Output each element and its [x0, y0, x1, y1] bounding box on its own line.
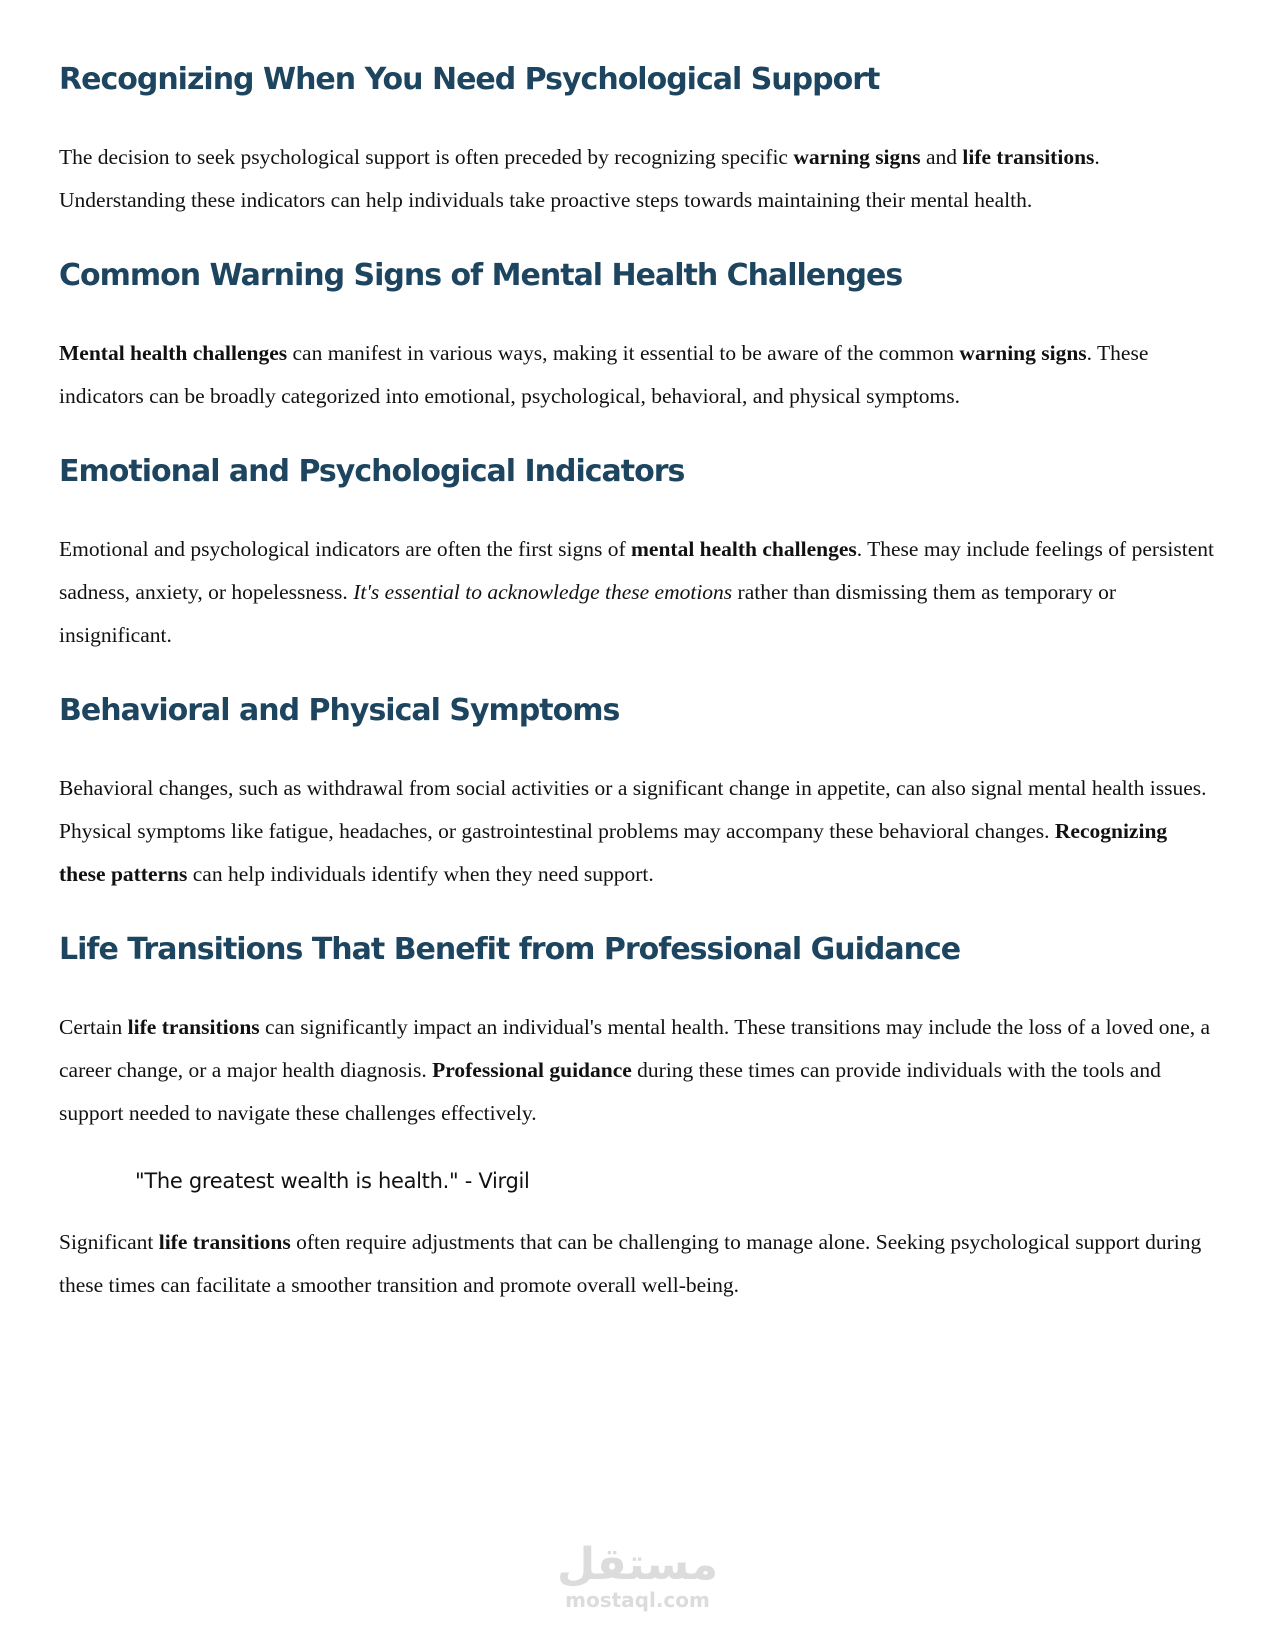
text-run: Emotional and psychological indicators are often the first signs of — [59, 537, 631, 561]
text-run: can help individuals identify when they need support. — [187, 862, 654, 886]
text-run: Certain — [59, 1015, 128, 1039]
section-paragraph — [59, 528, 1219, 657]
italic-phrase: It's essential to acknowledge these emotions — [353, 580, 733, 604]
text-run: rather than dismissing them as temporary or insignificant. — [59, 580, 1117, 647]
watermark-arabic-logo: مستقل — [557, 1539, 718, 1590]
text-run: Behavioral changes, such as withdrawal from social activities or a significant change in appetite, can also signal mental health issues. Physical symptoms like fatigue, headaches, or gastrointestinal problems may accompany these behavioral changes. — [59, 776, 1207, 843]
closing-paragraph — [59, 1221, 1219, 1307]
text-run: can significantly impact an individual's mental health. These transitions may include the loss of a loved one, a career change, or a major health diagnosis. — [59, 1015, 1211, 1082]
section-paragraph — [59, 767, 1219, 896]
section-life-transitions — [59, 922, 1219, 1307]
section-paragraph — [59, 332, 1219, 418]
bold-term: Mental health challenges — [59, 341, 288, 365]
document-body — [59, 52, 1219, 1333]
text-run: can manifest in various ways, making it essential to be aware of the common — [287, 341, 960, 365]
text-run: . These indicators can be broadly categorized into emotional, psychological, behavioral, and physical symptoms. — [59, 341, 1149, 408]
bold-term: life transitions — [158, 1230, 291, 1254]
section-recognizing-support — [59, 52, 1219, 222]
bold-term: life transitions — [127, 1015, 260, 1039]
mostaql-watermark — [0, 1540, 1275, 1612]
text-run: The decision to seek psychological support is often preceded by recognizing specific — [59, 145, 794, 169]
section-behavioral-symptoms — [59, 683, 1219, 896]
text-run: during these times can provide individuals with the tools and support needed to navigate these challenges effectively. — [59, 1058, 1161, 1125]
bold-term: warning signs — [959, 341, 1087, 365]
text-run: Significant — [59, 1230, 159, 1254]
watermark-latin-text: mostaql.com — [565, 1588, 710, 1612]
section-heading: Common Warning Signs of Mental Health Challenges — [59, 258, 903, 293]
text-run: often require adjustments that can be challenging to manage alone. Seeking psychological support during these times can facilitate a smoother transition and promote overall well-being. — [59, 1230, 1202, 1297]
virgil-quote: "The greatest wealth is health." - Virgil — [135, 1169, 530, 1193]
section-heading: Behavioral and Physical Symptoms — [59, 693, 620, 728]
bold-term: life transitions — [962, 145, 1095, 169]
text-run: . Understanding these indicators can help individuals take proactive steps towards maintaining their mental health. — [59, 145, 1100, 212]
section-heading: Recognizing When You Need Psychological Support — [59, 62, 880, 97]
bold-term: Recognizing these patterns — [59, 819, 1168, 886]
section-paragraph — [59, 136, 1219, 222]
bold-term: Professional guidance — [432, 1058, 632, 1082]
bold-term: warning signs — [793, 145, 921, 169]
section-emotional-indicators — [59, 444, 1219, 657]
section-heading: Emotional and Psychological Indicators — [59, 454, 685, 489]
bold-term: mental health challenges — [631, 537, 857, 561]
text-run: and — [920, 145, 963, 169]
section-heading: Life Transitions That Benefit from Professional Guidance — [59, 932, 961, 967]
section-warning-signs — [59, 248, 1219, 418]
section-paragraph — [59, 1006, 1219, 1135]
text-run: . These may include feelings of persistent sadness, anxiety, or hopelessness. — [59, 537, 1214, 604]
